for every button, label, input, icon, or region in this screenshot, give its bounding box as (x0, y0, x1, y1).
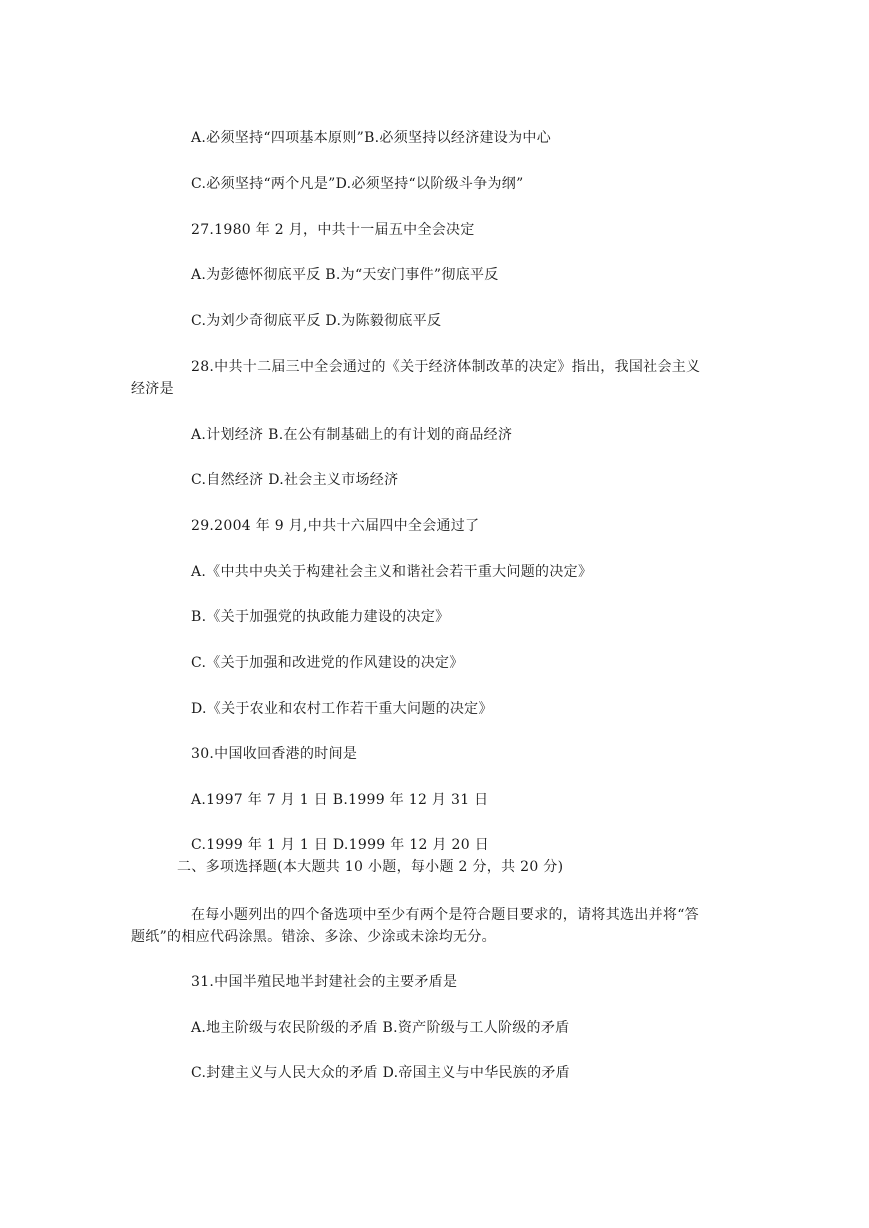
q27-options-ab: A.为彭德怀彻底平反 B.为“天安门事件”彻底平反 (191, 267, 499, 283)
q28-stem-line2: 经济是 (131, 381, 174, 397)
q29-stem: 29.2004 年 9 月,中共十六届四中全会通过了 (191, 518, 480, 534)
q30-options-cd: C.1999 年 1 月 1 日 D.1999 年 12 月 20 日 (191, 837, 489, 853)
q30-stem: 30.中国收回香港的时间是 (191, 746, 358, 762)
q29-option-d: D.《关于农业和农村工作若干重大问题的决定》 (191, 701, 493, 717)
q31-options-ab: A.地主阶级与农民阶级的矛盾 B.资产阶级与工人阶级的矛盾 (191, 1020, 570, 1036)
q28-stem-line1: 28.中共十二届三中全会通过的《关于经济体制改革的决定》指出，我国社会主义 (191, 359, 701, 375)
q26-options-ab: A.必须坚持“四项基本原则”B.必须坚持以经济建设为中心 (191, 130, 552, 146)
q31-stem: 31.中国半殖民地半封建社会的主要矛盾是 (191, 974, 458, 990)
q27-stem: 27.1980 年 2 月，中共十一届五中全会决定 (191, 222, 475, 238)
q30-options-ab: A.1997 年 7 月 1 日 B.1999 年 12 月 31 日 (191, 792, 489, 808)
section-instructions-line1: 在每小题列出的四个备选项中至少有两个是符合题目要求的，请将其选出并将“答 (191, 907, 699, 923)
q29-option-a: A.《中共中央关于构建社会主义和谐社会若干重大问题的决定》 (191, 564, 593, 580)
q28-options-ab: A.计划经济 B.在公有制基础上的有计划的商品经济 (191, 427, 513, 443)
section-instructions-line2: 题纸”的相应代码涂黑。错涂、多涂、少涂或未涂均无分。 (131, 929, 496, 945)
q26-options-cd: C.必须坚持“两个凡是”D.必须坚持“以阶级斗争为纲” (191, 176, 524, 192)
q27-options-cd: C.为刘少奇彻底平反 D.为陈毅彻底平反 (191, 313, 442, 329)
section-heading: 二、多项选择题(本大题共 10 小题，每小题 2 分，共 20 分) (177, 859, 564, 875)
q28-options-cd: C.自然经济 D.社会主义市场经济 (191, 472, 399, 488)
q29-option-c: C.《关于加强和改进党的作风建设的决定》 (191, 655, 464, 671)
q31-options-cd: C.封建主义与人民大众的矛盾 D.帝国主义与中华民族的矛盾 (191, 1065, 570, 1081)
q29-option-b: B.《关于加强党的执政能力建设的决定》 (191, 609, 450, 625)
